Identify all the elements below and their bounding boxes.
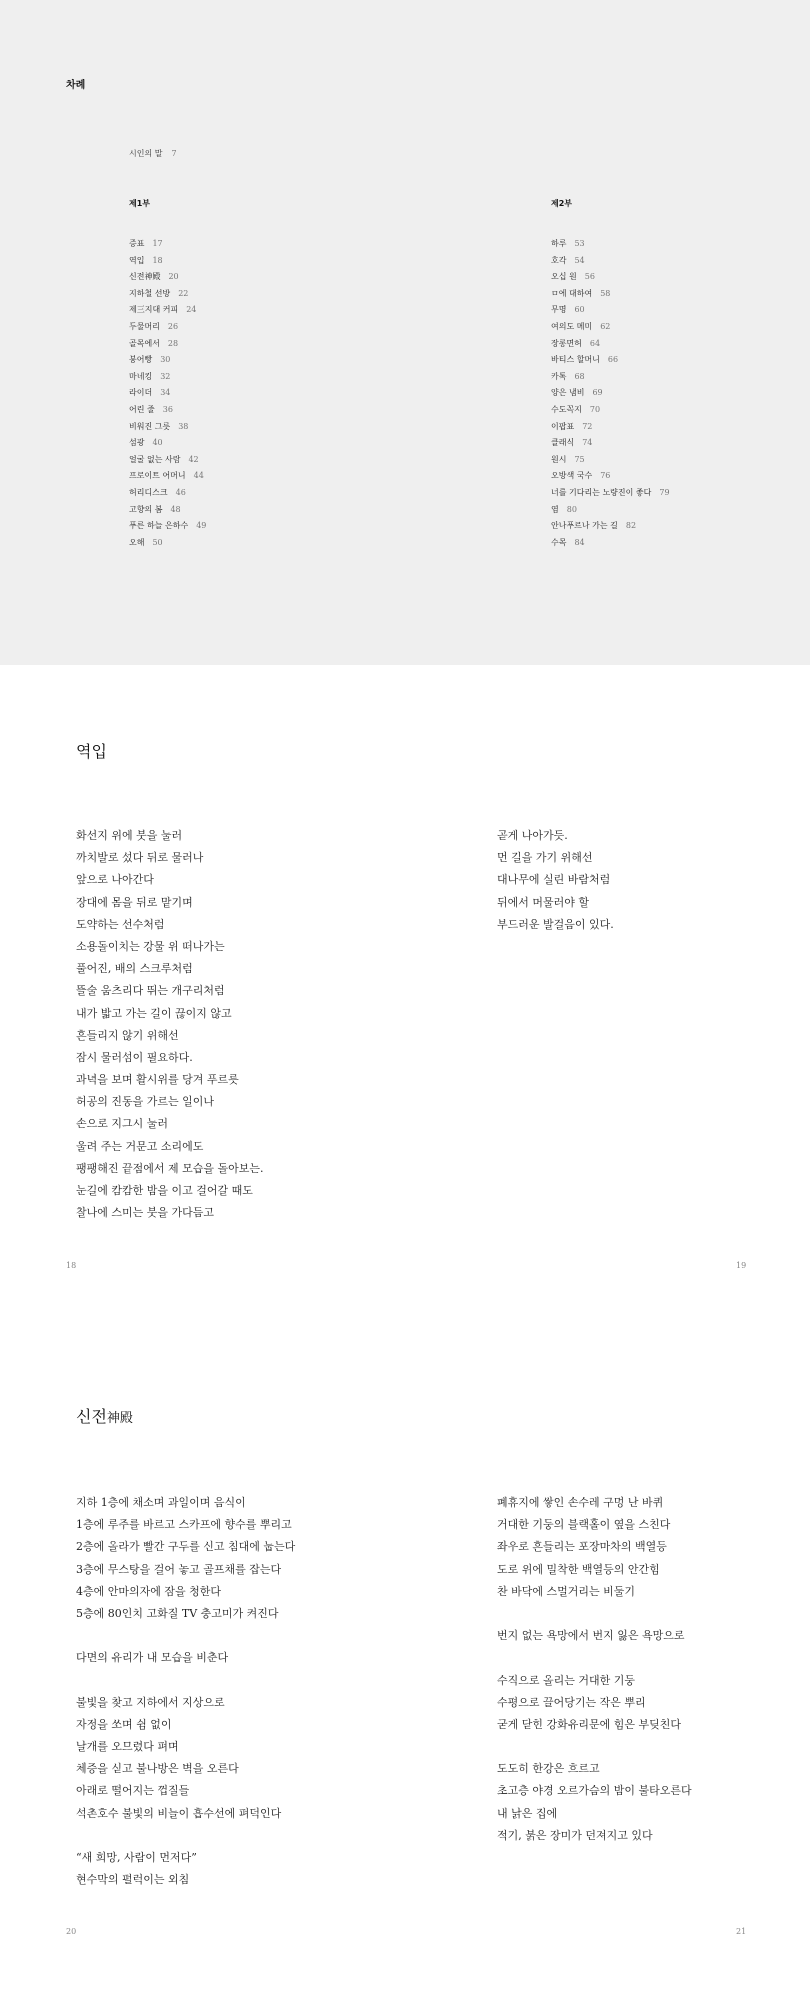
- poem-line: 울려 주는 거문고 소리에도: [76, 1139, 204, 1153]
- poem-line: 찰나에 스미는 붓을 가다듬고: [76, 1206, 215, 1220]
- toc-entry-title: 신전神殿: [129, 272, 161, 282]
- poem-line: 좌우로 흔들리는 포장마차의 백열등: [497, 1540, 667, 1554]
- poem-line: 3층에 무스탕을 걸어 놓고 골프채를 잡는다: [76, 1562, 282, 1576]
- poem-line: 찬 바닥에 스멀거리는 비둘기: [497, 1584, 636, 1598]
- toc-entry-page: 66: [607, 355, 619, 365]
- toc-entry[interactable]: [129, 385, 429, 402]
- toc-entry[interactable]: [551, 402, 810, 419]
- toc-entry-title: 증표: [129, 239, 145, 248]
- poem-column-left: [76, 1492, 295, 1891]
- toc-entry-title: 허리디스크: [129, 487, 168, 497]
- poem-line: 먼 길을 가기 위해선: [497, 851, 593, 865]
- toc-entry-title: 시인의 말: [129, 149, 163, 158]
- poem-line: 팽팽해진 끝점에서 제 모습을 돌아보는.: [76, 1161, 264, 1175]
- stanza-break: [76, 1670, 295, 1692]
- toc-entry[interactable]: [551, 336, 810, 353]
- toc-entry-page: 30: [160, 355, 171, 365]
- poem-line: 1층에 루주를 바르고 스카프에 향수를 뿌리고: [76, 1518, 292, 1532]
- toc-entry[interactable]: [551, 485, 810, 502]
- toc-entry-page: 26: [167, 321, 179, 331]
- toc-entry[interactable]: [551, 435, 810, 452]
- toc-entry[interactable]: [551, 385, 810, 402]
- toc-entry[interactable]: [129, 485, 429, 502]
- toc-part-2: [551, 198, 810, 551]
- toc-entry-title: 고향의 봄: [129, 504, 163, 514]
- toc-entry[interactable]: [129, 236, 429, 253]
- toc-entry-page: 74: [582, 438, 593, 448]
- toc-entry-page: 79: [659, 487, 670, 497]
- poem-line: “새 희망, 사람이 먼저다”: [76, 1851, 197, 1864]
- toc-entry[interactable]: [129, 269, 429, 286]
- toc-entry-title: 마네킹: [129, 371, 153, 381]
- toc-entry-title: 바티스 할머니: [551, 355, 600, 365]
- toc-entry-page: 7: [171, 149, 177, 158]
- poem-line: 내 낡은 집에: [497, 1806, 558, 1820]
- poem-line: 도도히 한강은 흐르고: [497, 1762, 600, 1776]
- toc-entry-page: 69: [592, 388, 603, 398]
- toc-entry-title: 여의도 메미: [551, 321, 593, 331]
- toc-entry-page: 34: [160, 388, 171, 398]
- toc-entry-title: 제三지대 커피: [129, 305, 179, 315]
- toc-entry-page: 24: [186, 305, 197, 315]
- page-number-left: 20: [66, 1927, 77, 1936]
- toc-entry-title: 푸른 하늘 은하수: [129, 521, 189, 531]
- poem-line: 5층에 80인치 고화질 TV 충고미가 켜진다: [76, 1606, 279, 1620]
- toc-entry-page: 42: [188, 454, 199, 464]
- poem-line: 폐휴지에 쌓인 손수레 구멍 난 바퀴: [497, 1496, 664, 1509]
- toc-entry-title: 프로이트 어머니: [129, 471, 186, 481]
- toc-entry-page: 54: [574, 255, 585, 265]
- poem-line: 부드러운 발걸음이 있다.: [497, 917, 614, 931]
- poem-line: 4층에 안마의자에 잠을 청한다: [76, 1584, 221, 1598]
- poem-line: 잠시 물러섬이 필요하다.: [76, 1050, 193, 1064]
- toc-entry-page: 76: [600, 471, 611, 481]
- part-title: 제1부: [129, 199, 151, 208]
- poem-line: 화선지 위에 붓을 눌러: [76, 829, 183, 842]
- poem-line: 도약하는 선수처럼: [76, 917, 165, 931]
- poem-line: 뒤에서 머물러야 할: [497, 895, 590, 909]
- toc-entry-title: 어린 줄: [129, 404, 155, 414]
- poem-line: 수직으로 올리는 거대한 기둥: [497, 1673, 636, 1687]
- page-number-right: 19: [736, 1261, 747, 1270]
- toc-entry-page: 36: [162, 404, 173, 414]
- toc-entry-title: 수목: [551, 537, 567, 547]
- toc-entry-page: 58: [600, 288, 611, 298]
- toc-entry[interactable]: [551, 468, 810, 485]
- toc-entry[interactable]: [129, 402, 429, 419]
- toc-entry[interactable]: [551, 302, 810, 319]
- poem-line: 까치발로 섰다 뒤로 물러나: [76, 851, 204, 865]
- page-number-right: 21: [736, 1927, 747, 1936]
- toc-entry-title: 안나푸르나 가는 길: [551, 521, 618, 531]
- poem-line: 다면의 유리가 내 모습을 비춘다: [76, 1651, 229, 1665]
- poem-line: 허공의 진동을 가르는 일이나: [76, 1095, 215, 1109]
- poem-line: 장대에 몸을 뒤로 맡기며: [76, 895, 193, 909]
- toc-entry[interactable]: [129, 336, 429, 353]
- toc-entry[interactable]: [129, 286, 429, 303]
- toc-entry-title: 무명: [551, 305, 567, 315]
- part-title: 제2부: [551, 199, 573, 208]
- toc-title: 차례: [66, 80, 86, 91]
- toc-entry[interactable]: [129, 319, 429, 336]
- poem-line: 불빛을 찾고 지하에서 지상으로: [76, 1695, 225, 1709]
- toc-entry-title: 호각: [551, 255, 567, 265]
- toc-entry-page: 60: [574, 305, 585, 315]
- toc-entry-page: 68: [574, 371, 585, 381]
- toc-entry-title: 비워진 그릇: [129, 421, 171, 431]
- stanza-break: [497, 1603, 692, 1625]
- poem-line: 적기, 붉은 장미가 던져지고 있다: [497, 1828, 653, 1842]
- poem-line: 거대한 기둥의 블랙홀이 옆을 스친다: [497, 1518, 671, 1532]
- toc-entry-page: 75: [574, 454, 585, 464]
- toc-entry-page: 44: [193, 471, 204, 481]
- poem-line: 과녁을 보며 활시위를 당겨 푸르릇: [76, 1073, 239, 1087]
- toc-entry-list: [551, 236, 810, 551]
- toc-entry[interactable]: [551, 452, 810, 469]
- poem-line: 번지 없는 욕망에서 번지 잃은 욕망으로: [497, 1629, 685, 1643]
- toc-entry-page: 38: [178, 421, 189, 431]
- toc-entry-page: 80: [566, 504, 577, 514]
- toc-entry-title: 얼굴 없는 사람: [129, 454, 181, 464]
- toc-entry-title: 양은 냄비: [551, 388, 585, 398]
- poem-line: 곧게 나아가듯.: [497, 829, 568, 842]
- toc-entry-title: 붕어빵: [129, 355, 153, 365]
- stanza-break: [76, 1625, 295, 1647]
- toc-entry[interactable]: [129, 419, 429, 436]
- toc-entry[interactable]: [551, 419, 810, 436]
- poem-line: 날개를 오므렸다 펴며: [76, 1740, 179, 1754]
- toc-entry-title: 역입: [129, 255, 145, 265]
- toc-entry[interactable]: [129, 369, 429, 386]
- toc-entry[interactable]: [551, 352, 810, 369]
- stanza-break: [76, 1825, 295, 1847]
- toc-entry-page: 20: [168, 272, 179, 282]
- poem-column-right: [497, 825, 614, 936]
- toc-entry-page: 62: [600, 321, 611, 331]
- toc-entry-page: 22: [178, 288, 189, 298]
- toc-entry-title: 라이더: [129, 388, 153, 398]
- toc-entry[interactable]: [551, 518, 810, 535]
- toc-entry-title: 원시: [551, 454, 567, 464]
- poem-line: 수평으로 끌어당기는 작은 뿌리: [497, 1695, 646, 1709]
- poem-line: 손으로 지그시 눌러: [76, 1117, 169, 1131]
- toc-entry-page: 64: [589, 338, 601, 348]
- toc-entry[interactable]: [129, 468, 429, 485]
- toc-entry-title: 오방색 국수: [551, 471, 593, 481]
- poem-line: 뜰술 움츠리다 뛰는 개구리처럼: [76, 984, 225, 998]
- toc-entry-title: 두물머리: [129, 321, 160, 331]
- poem-line: 자정을 쏘며 쉼 없이: [76, 1717, 172, 1731]
- toc-entry-list: [129, 236, 429, 551]
- toc-entry-page: 40: [152, 438, 163, 448]
- poem-line: 풀어진, 배의 스크루처럼: [76, 962, 193, 976]
- toc-intro-entry[interactable]: [129, 148, 177, 159]
- poem-title-hanja: 神殿: [106, 1411, 133, 1426]
- toc-entry-title: 카톡: [551, 371, 567, 381]
- toc-entry[interactable]: [129, 352, 429, 369]
- poem-column-right: [497, 1492, 692, 1847]
- poem-line: 앞으로 나아간다: [76, 873, 154, 887]
- page-number-left: 18: [66, 1261, 77, 1270]
- toc-entry-page: 17: [152, 239, 163, 248]
- toc-entry-title: 수도꼭지: [551, 404, 582, 414]
- toc-entry-page: 46: [175, 487, 186, 497]
- poem-line: 초고층 야경 오르가슴의 밤이 불타오른다: [497, 1784, 692, 1798]
- toc-entry-title: 지하철 선방: [129, 288, 171, 298]
- toc-part-1: [129, 198, 429, 551]
- toc-page: [0, 0, 810, 665]
- poem-line: 굳게 닫힌 강화유리문에 힘은 부딪친다: [497, 1717, 682, 1731]
- toc-entry-title: ㅁ에 대하여: [551, 288, 593, 298]
- poem-line: 눈길에 캄캄한 밤을 이고 걸어갈 때도: [76, 1184, 253, 1197]
- toc-entry-title: 클래식: [551, 438, 575, 448]
- toc-entry-page: 53: [574, 239, 585, 248]
- toc-entry[interactable]: [551, 286, 810, 303]
- poem-line: 아래로 떨어지는 껍질들: [76, 1784, 190, 1798]
- toc-entry-title: 하루: [551, 239, 567, 248]
- poem-line: 도로 위에 밀착한 백열등의 안간힘: [497, 1562, 660, 1576]
- toc-entry[interactable]: [129, 452, 429, 469]
- toc-entry-page: 70: [589, 404, 601, 414]
- poem-title-main: 신전: [76, 1407, 107, 1426]
- toc-entry[interactable]: [551, 319, 810, 336]
- toc-entry-page: 84: [574, 537, 585, 547]
- toc-entry[interactable]: [129, 518, 429, 535]
- toc-entry[interactable]: [551, 369, 810, 386]
- toc-entry-title: 너를 기다리는 노량진이 좋다: [551, 487, 652, 497]
- toc-entry-page: 72: [582, 421, 593, 431]
- toc-entry[interactable]: [551, 236, 810, 253]
- poem-column-left: [76, 825, 264, 1224]
- toc-entry-page: 56: [584, 272, 595, 282]
- toc-entry[interactable]: [551, 502, 810, 519]
- toc-entry-page: 32: [160, 371, 171, 381]
- toc-entry-title: 장롱면허: [551, 338, 582, 348]
- toc-entry-title: 오해: [129, 537, 145, 547]
- poem-line: 흔들리지 않기 위해선: [76, 1028, 179, 1042]
- toc-entry[interactable]: [129, 253, 429, 270]
- toc-entry-title: 염: [551, 504, 559, 514]
- spread-poem-yeokip: [0, 665, 810, 1330]
- toc-entry-page: 50: [152, 537, 163, 547]
- poem-line: 석촌호수 불빛의 비늘이 흡수선에 펴덕인다: [76, 1806, 282, 1820]
- poem-line: 체증을 싣고 불나방은 벽을 오른다: [76, 1762, 239, 1776]
- poem-line: 2층에 올라가 빨간 구두를 신고 침대에 눕는다: [76, 1540, 296, 1554]
- poem-line: 지하 1층에 채소며 과일이며 음식이: [76, 1496, 246, 1509]
- toc-entry-title: 섬광: [129, 438, 145, 448]
- spread-poem-sinjeon: [0, 1330, 810, 1995]
- toc-entry[interactable]: [129, 535, 429, 552]
- toc-entry-page: 48: [170, 504, 181, 514]
- toc-entry[interactable]: [129, 502, 429, 519]
- toc-entry[interactable]: [129, 302, 429, 319]
- poem-line: 현수막의 펄럭이는 외침: [76, 1873, 190, 1887]
- toc-entry-page: 82: [625, 521, 637, 531]
- toc-entry[interactable]: [551, 269, 810, 286]
- stanza-break: [497, 1647, 692, 1669]
- poem-line: 내가 밟고 가는 길이 끊이지 않고: [76, 1006, 232, 1020]
- toc-entry[interactable]: [551, 253, 810, 270]
- toc-entry-page: 18: [152, 255, 163, 265]
- toc-entry-title: 오십 원: [551, 272, 577, 282]
- poem-line: 소용돌이치는 강물 위 떠나가는: [76, 939, 225, 953]
- poem-title: 역입: [76, 742, 107, 761]
- toc-entry[interactable]: [129, 435, 429, 452]
- toc-entry[interactable]: [551, 535, 810, 552]
- toc-entry-page: 28: [167, 338, 179, 348]
- toc-entry-title: 골목에서: [129, 338, 160, 348]
- stanza-break: [497, 1736, 692, 1758]
- toc-entry-title: 이팝표: [551, 421, 575, 431]
- toc-entry-page: 49: [196, 521, 207, 531]
- poem-line: 대나무에 실린 바람처럼: [497, 873, 611, 887]
- poem-title: [76, 1404, 133, 1427]
